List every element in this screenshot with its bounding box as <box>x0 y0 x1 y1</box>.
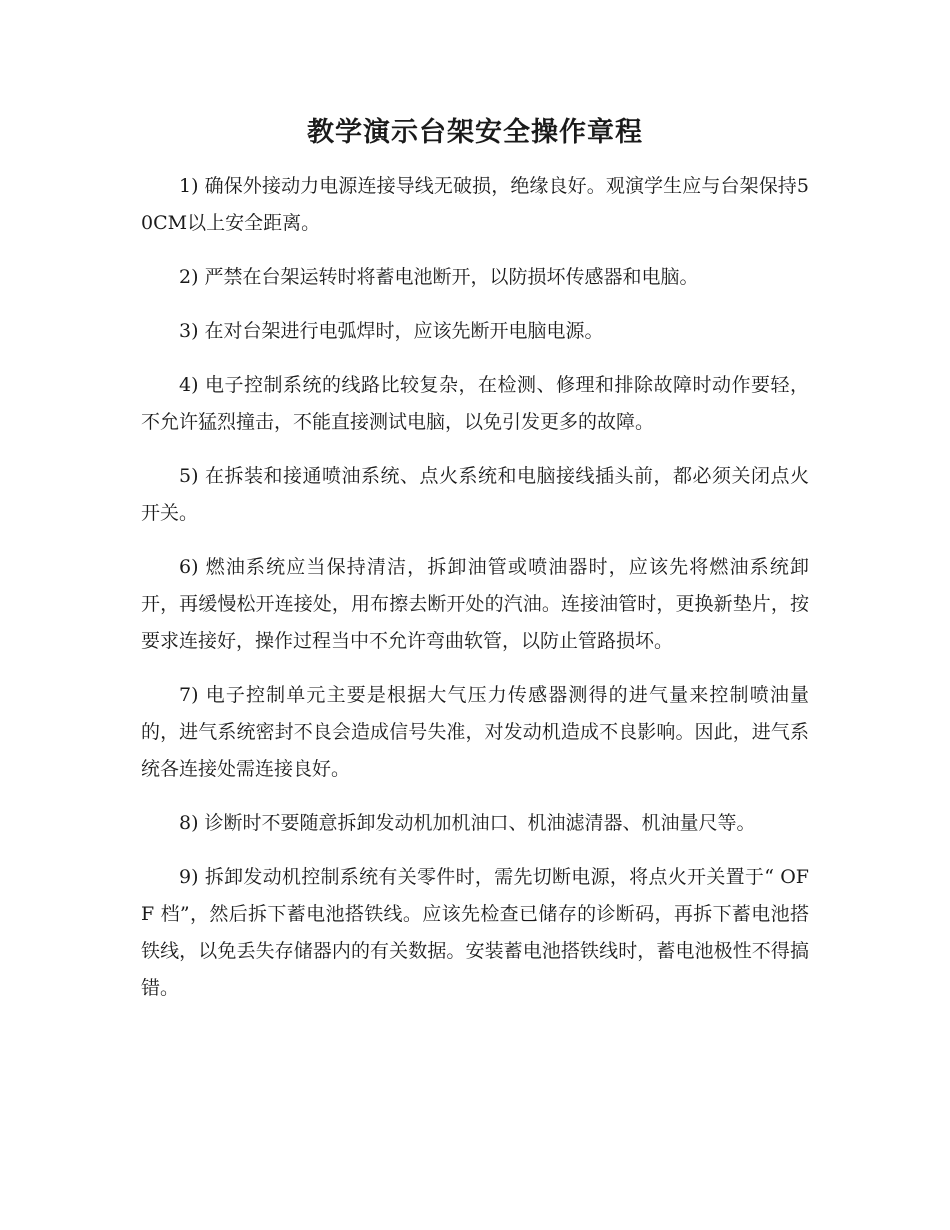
paragraph-4: 4) 电子控制系统的线路比较复杂，在检测、修理和排除故障时动作要轻，不允许猛烈撞击，不能直接测试电脑，以免引发更多的故障。 <box>141 374 809 433</box>
paragraph-8: 8) 诊断时不要随意拆卸发动机加机油口、机油滤清器、机油量尺等。 <box>179 812 756 834</box>
paragraph-6: 6) 燃油系统应当保持清洁，拆卸油管或喷油器时，应该先将燃油系统卸开，再缓慢松开连接处，用布擦去断开处的汽油。连接油管时，更换新垫片，按要求连接好，操作过程当中不允许弯曲软管，以防止管路损坏。 <box>141 556 809 652</box>
paragraph-1: 1) 确保外接动力电源连接导线无破损，绝缘良好。观演学生应与台架保持50CM以上安全距离。 <box>141 175 809 234</box>
paragraph-9: 9) 拆卸发动机控制系统有关零件时，需先切断电源，将点火开关置于“ OFF 档”，然后拆下蓄电池搭铁线。应该先检查已储存的诊断码，再拆下蓄电池搭铁线，以免丢失存储器内的有关数据。安装蓄电池搭铁线时，蓄电池极性不得搞错。 <box>141 866 809 999</box>
document-body <box>141 168 809 1024</box>
page-title: 教学演示台架安全操作章程 <box>307 117 643 148</box>
paragraph-2: 2) 严禁在台架运转时将蓄电池断开，以防损坏传感器和电脑。 <box>179 266 699 288</box>
paragraph-5: 5) 在拆装和接通喷油系统、点火系统和电脑接线插头前，都必须关闭点火开关。 <box>141 465 809 524</box>
paragraph-3: 3) 在对台架进行电弧焊时，应该先断开电脑电源。 <box>179 320 604 342</box>
paragraph-7: 7) 电子控制单元主要是根据大气压力传感器测得的进气量来控制喷油量的，进气系统密封不良会造成信号失准，对发动机造成不良影响。因此，进气系统各连接处需连接良好。 <box>141 684 809 780</box>
